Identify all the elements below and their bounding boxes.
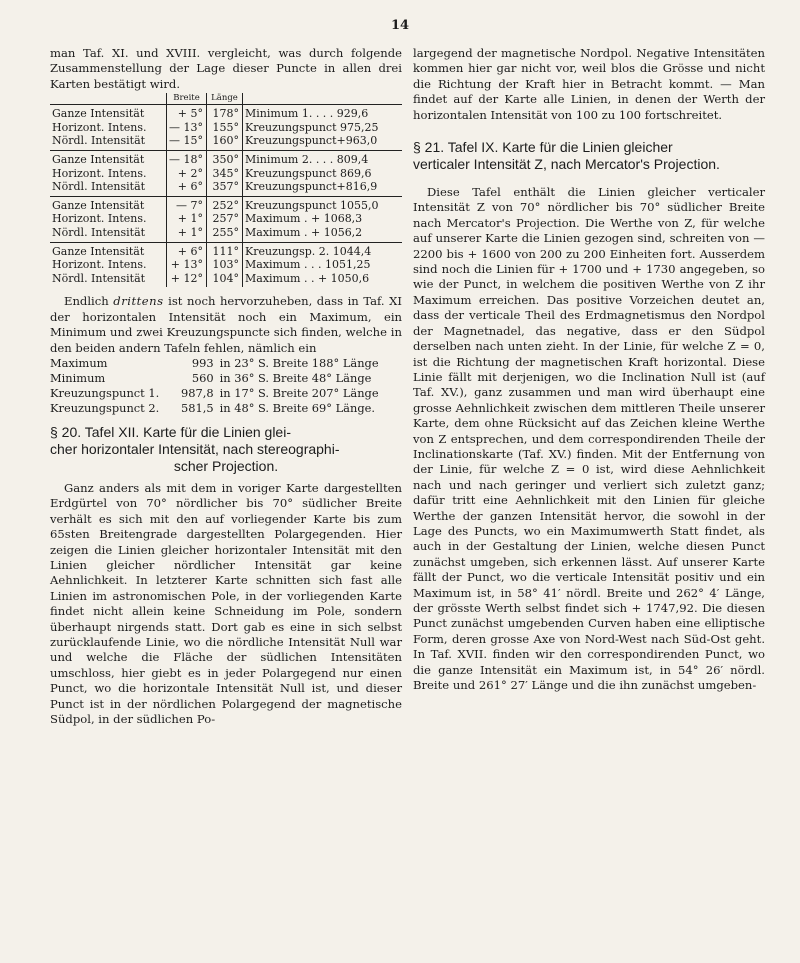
s21-line1: § 21. Tafel IX. Karte für die Linien gleicher xyxy=(413,139,673,156)
table-cell-desc: Minimum 2. . . . 809,4 xyxy=(243,151,403,167)
extrema-row xyxy=(50,371,402,386)
table-cell-breite: + 6° xyxy=(167,242,207,258)
extrema-row xyxy=(50,401,402,416)
extrema-name: Minimum xyxy=(50,370,106,385)
table-cell-desc: Kreuzungsp. 2. 1044,4 xyxy=(243,242,403,258)
intro-paragraph: man Taf. XI. und XVIII. vergleicht, was durch folgende Zusammenstellung der Lage dieser Puncte in allen drei Karten bestätigt wird. xyxy=(50,46,402,91)
table-cell-laenge: 111° xyxy=(207,242,243,258)
right-column xyxy=(413,46,765,693)
table-cell-desc: Minimum 1. . . . 929,6 xyxy=(243,105,403,121)
table-cell-breite: + 13° xyxy=(167,258,207,272)
extrema-text: in 36° S. Breite 48° Länge xyxy=(219,370,372,385)
table-cell-laenge: 357° xyxy=(207,180,243,196)
extrema-text: in 17° S. Breite 207° Länge xyxy=(219,385,379,400)
s20-line1: § 20. Tafel XII. Karte für die Linien glei- xyxy=(50,423,291,440)
table-cell-laenge: 155° xyxy=(207,121,243,135)
header-laenge: Länge xyxy=(207,93,243,105)
table-cell-laenge: 252° xyxy=(207,196,243,212)
table-cell-desc: Maximum . + 1068,3 xyxy=(243,212,403,226)
table-row xyxy=(50,167,402,181)
table-cell-breite: + 5° xyxy=(167,105,207,121)
table-cell-laenge: 178° xyxy=(207,105,243,121)
table-row xyxy=(50,242,402,258)
table-cell-laenge: 350° xyxy=(207,151,243,167)
table-cell-label: Ganze Intensität xyxy=(50,105,167,121)
page-number: 14 xyxy=(390,18,410,33)
endlich-pre: Endlich xyxy=(64,294,109,309)
table-row xyxy=(50,226,402,242)
table-cell-label: Horizont. Intens. xyxy=(52,120,147,134)
section-21-heading xyxy=(413,139,765,173)
table-cell-laenge: 255° xyxy=(207,226,243,242)
table-cell-breite: — 7° xyxy=(167,196,207,212)
endlich-post: ist noch hervorzuheben, dass in Taf. XI der horizontalen Intensität noch ein Maximum, ein Minimum und zwei Kreuzungspuncte sich finden, welche in den beiden andern Tafeln fehlen, nämlich ein xyxy=(50,294,403,355)
extrema-name: Kreuzungspunct 2. xyxy=(50,400,160,415)
table-cell-breite: + 2° xyxy=(167,167,207,181)
endlich-em: drittens xyxy=(113,294,164,309)
extrema-text: in 48° S. Breite 69° Länge. xyxy=(219,400,375,415)
table-cell-laenge: 257° xyxy=(207,212,243,226)
table-cell-label: Horizont. Intens. xyxy=(52,212,147,226)
s20-line2: cher horizontaler Intensität, nach stereographi- xyxy=(50,440,340,457)
section-20-heading xyxy=(50,424,402,475)
table-cell-desc: Kreuzungspunct+963,0 xyxy=(243,134,403,150)
table-row xyxy=(50,196,402,212)
table-cell-laenge: 345° xyxy=(207,167,243,181)
table-body xyxy=(50,105,402,288)
table-row xyxy=(50,151,402,167)
table-cell-desc: Kreuzungspunct+816,9 xyxy=(243,180,403,196)
left-column xyxy=(50,46,402,727)
table-header-row xyxy=(50,93,402,105)
endlich-paragraph xyxy=(50,294,402,356)
table-cell-desc: Kreuzungspunct 869,6 xyxy=(243,167,403,181)
table-cell-laenge: 104° xyxy=(207,272,243,288)
table-row xyxy=(50,212,402,226)
table-cell-label: Nördl. Intensität xyxy=(52,180,146,194)
extrema-name: Maximum xyxy=(50,355,108,370)
table-cell-breite: + 12° xyxy=(167,272,207,288)
table-row xyxy=(50,121,402,135)
table-cell-desc: Kreuzungspunct 975,25 xyxy=(243,121,403,135)
extrema-text: in 23° S. Breite 188° Länge xyxy=(219,355,379,370)
table-cell-label: Nördl. Intensität xyxy=(52,271,146,285)
extrema-name: Kreuzungspunct 1. xyxy=(50,385,160,400)
section-20-body: Ganz anders als mit dem in voriger Karte dargestellten Erdgürtel von 70° nördlicher bis 70° südlicher Breite verhält es sich mit den auf vorliegender Karte bis zum 65sten Breitengrade dargestellten Polargegenden. Hier zeigen die Linien gleicher horizontaler Intensität mit den Linien gleicher nördlicher Intensität gar keine Aehnlichkeit. In letzterer Karte schnitten sich fast alle Linien im astronomischen Pole, in der vorliegenden Karte findet nicht allein keine Schneidung im Pole, sondern überhaupt nirgends statt. Dort gab es eine in sich selbst zurücklaufende Linie, wo die nördliche Intensität Null war und welche die Fläche der südlichen Intensitäten umschloss, hier giebt es in jeder Polargegend nur einen Punct, wo die horizontale Intensität Null ist, und dieser Punct ist in der nördlichen Polargegend der magnetische Südpol, in der südlichen Po- xyxy=(50,480,402,727)
table-cell-desc: Maximum . . . 1051,25 xyxy=(243,258,403,272)
extrema-row xyxy=(50,356,402,371)
extrema-list xyxy=(50,356,402,416)
table-cell-label: Horizont. Intens. xyxy=(52,258,147,272)
table-row xyxy=(50,105,402,121)
table-cell-breite: — 15° xyxy=(167,134,207,150)
section-21-body: Diese Tafel enthält die Linien gleicher verticaler Intensität Z von 70° nördlicher bis 70° südlicher Breite nach Mercator's Projection. Die Werthe von Z, für welche auf unserer Karte die Linien gezogen sind, schreiten von — 2200 bis + 1600 von 200 zu 200 Einheiten fort. Ausserdem sind noch die Linien für + 1700 und + 1730 angegeben, so wie der Punct, in welchem die positiven Werthe von Z ihr Maximum erreichen. Das positive Vorzeichen deutet an, dass der verticale Theil des Erdmagnetismus den Nordpol der Magnetnadel, das negative, dass er den Südpol derselben nach unten zieht. In der Linie, für welche Z = 0, ist die Richtung der magnetischen Kraft horizontal. Diese Linie fällt mit derjenigen, wo die Inclination Null ist (auf Taf. XV.), ganz zusammen und man wird überhaupt eine grosse Aehnlichkeit zwischen dem mittleren Theile unserer Karte, dem ohne Rücksicht auf das Zeichen kleine Werthe von Z entsprechen, und dem correspondirenden Theile der Inclinationskarte (Taf. XV.) finden. Mit der Entfernung von der Linie, für welche Z = 0 ist, wird diese Aehnlichkeit nach und nach geringer und verliert sich zuletzt ganz; dafür tritt eine Aehnlichkeit mit den Linien für gleiche Werthe der ganzen Intensität hervor, die sowohl in der Lage des Puncts, wo ein Maximumwerth Statt findet, als auch in der Gestaltung der Linien, welche diesen Punct zunächst umgeben, sich erkennen lässt. Auf unserer Karte fällt der Punct, wo die verticale Intensität positiv und ein Maximum ist, in 58° 41′ nördl. Breite und 262° 4′ Länge, der grösste Werth selbst findet sich + 1747,92. Die diesen Punct zunächst umgebenden Curven haben eine elliptische Form, deren grosse Axe von Nord-West nach Süd-Ost geht. In Taf. XVII. finden wir den correspondirenden Punct, wo die ganze Intensität ein Maximum ist, in 54° 26′ nördl. Breite und 261° 27′ Länge und die ihn zunächst umgeben- xyxy=(413,185,765,693)
table-cell-label: Nördl. Intensität xyxy=(52,225,146,239)
table-cell-breite: + 1° xyxy=(167,226,207,242)
table-cell-label: Nördl. Intensität xyxy=(52,134,146,148)
table-cell-breite: — 18° xyxy=(167,151,207,167)
table-cell-laenge: 103° xyxy=(207,258,243,272)
table-row xyxy=(50,258,402,272)
table-row xyxy=(50,180,402,196)
table-cell-breite: — 13° xyxy=(167,121,207,135)
s20-line3: scher Projection. xyxy=(173,457,279,474)
header-breite: Breite xyxy=(167,93,207,105)
extrema-value: 987,8 xyxy=(181,385,214,400)
extrema-row xyxy=(50,386,402,401)
table-cell-label: Ganze Intensität xyxy=(50,242,167,258)
table-cell-desc: Kreuzungspunct 1055,0 xyxy=(243,196,403,212)
table-cell-desc: Maximum . + 1056,2 xyxy=(243,226,403,242)
s21-line2: verticaler Intensität Z, nach Mercator's Projection. xyxy=(413,156,720,173)
extrema-value: 993 xyxy=(191,355,214,370)
table-cell-laenge: 160° xyxy=(207,134,243,150)
extrema-value: 581,5 xyxy=(181,400,214,415)
right-paragraph-1: largegend der magnetische Nordpol. Negative Intensitäten kommen hier gar nicht vor, weil blos die Grösse und nicht die Richtung der Kraft hier in Betracht kommt. — Man findet auf der Karte alle Linien, in denen der Werth der horizontalen Intensität von 100 zu 100 fortschreitet. xyxy=(413,46,765,122)
comparison-table xyxy=(50,93,402,287)
table-cell-label: Ganze Intensität xyxy=(50,151,167,167)
table-cell-label: Ganze Intensität xyxy=(50,196,167,212)
table-cell-desc: Maximum . . + 1050,6 xyxy=(243,272,403,288)
table-row xyxy=(50,272,402,288)
table-cell-label: Horizont. Intens. xyxy=(52,166,147,180)
table-row xyxy=(50,134,402,150)
table-cell-breite: + 6° xyxy=(167,180,207,196)
extrema-value: 560 xyxy=(191,370,214,385)
table-cell-breite: + 1° xyxy=(167,212,207,226)
